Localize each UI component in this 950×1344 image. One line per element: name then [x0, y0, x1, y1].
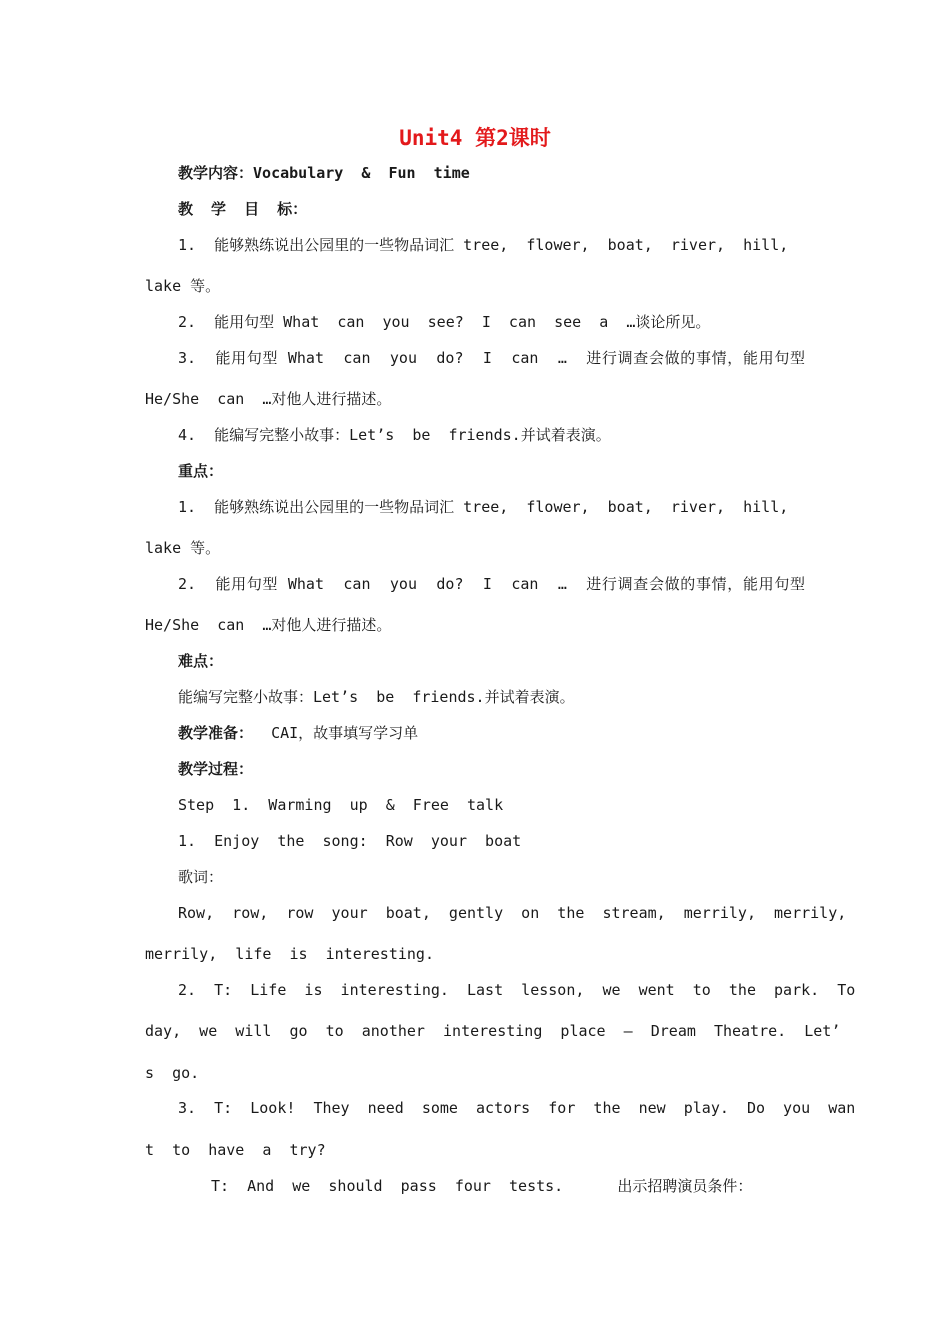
step-1-title: Step 1. Warming up & Free talk [178, 796, 504, 814]
difficult-text: 能编写完整小故事：Let’s be friends.并试着表演。 [178, 688, 575, 706]
key-1-line-1: 1. 能够熟练说出公园里的一些物品词汇 tree, flower, boat, river, hill, [178, 498, 789, 516]
goal-4: 4. 能编写完整小故事：Let’s be friends.并试着表演。 [178, 426, 611, 444]
content-label: 教学内容： [178, 164, 254, 182]
goal-1-line-2: lake 等。 [145, 277, 221, 295]
process-item-2-line-1: 2. T: Life is interesting. Last lesson, we went to the park. To [178, 981, 856, 999]
difficult-heading: 难点： [178, 652, 224, 670]
key-heading: 重点： [178, 462, 224, 480]
goal-3-line-1: 3. 能用句型 What can you do? I can … 进行调查会做的事情，能用句型 [178, 349, 805, 367]
process-item-3-line-1: 3. T: Look! They need some actors for the new play. Do you wan [178, 1099, 856, 1117]
process-item-3-line-3: T: And we should pass four tests. 出示招聘演员条件： [211, 1177, 753, 1195]
lyrics-label: 歌词： [178, 868, 224, 886]
lyrics-line-1: Row, row, row your boat, gently on the stream, merrily, merrily, [178, 904, 847, 922]
prep-line [178, 723, 418, 743]
goal-1-line-1: 1. 能够熟练说出公园里的一些物品词汇 tree, flower, boat, river, hill, [178, 236, 789, 254]
prep-value: CAI，故事填写学习单 [253, 724, 419, 742]
process-item-2-line-3: s go. [145, 1064, 200, 1082]
key-1-line-2: lake 等。 [145, 539, 221, 557]
goal-3-line-2: He/She can …对他人进行描述。 [145, 390, 392, 408]
goals-heading: 教 学 目 标： [178, 200, 308, 218]
key-2-line-1: 2. 能用句型 What can you do? I can … 进行调查会做的事情，能用句型 [178, 575, 805, 593]
content-value: Vocabulary & Fun time [253, 164, 470, 182]
process-heading: 教学过程： [178, 760, 254, 778]
content-line [178, 163, 470, 183]
process-item-3-line-2: t to have a try? [145, 1141, 326, 1159]
key-2-line-2: He/She can …对他人进行描述。 [145, 616, 392, 634]
goal-2: 2. 能用句型 What can you see? I can see a …谈论所见。 [178, 313, 711, 331]
process-item-2-line-2: day, we will go to another interesting place – Dream Theatre. Let’ [145, 1022, 841, 1040]
process-item-1: 1. Enjoy the song: Row your boat [178, 832, 522, 850]
lyrics-line-2: merrily, life is interesting. [145, 945, 434, 963]
prep-label: 教学准备： [178, 724, 254, 742]
page-title: Unit4 第2课时 [399, 126, 551, 150]
